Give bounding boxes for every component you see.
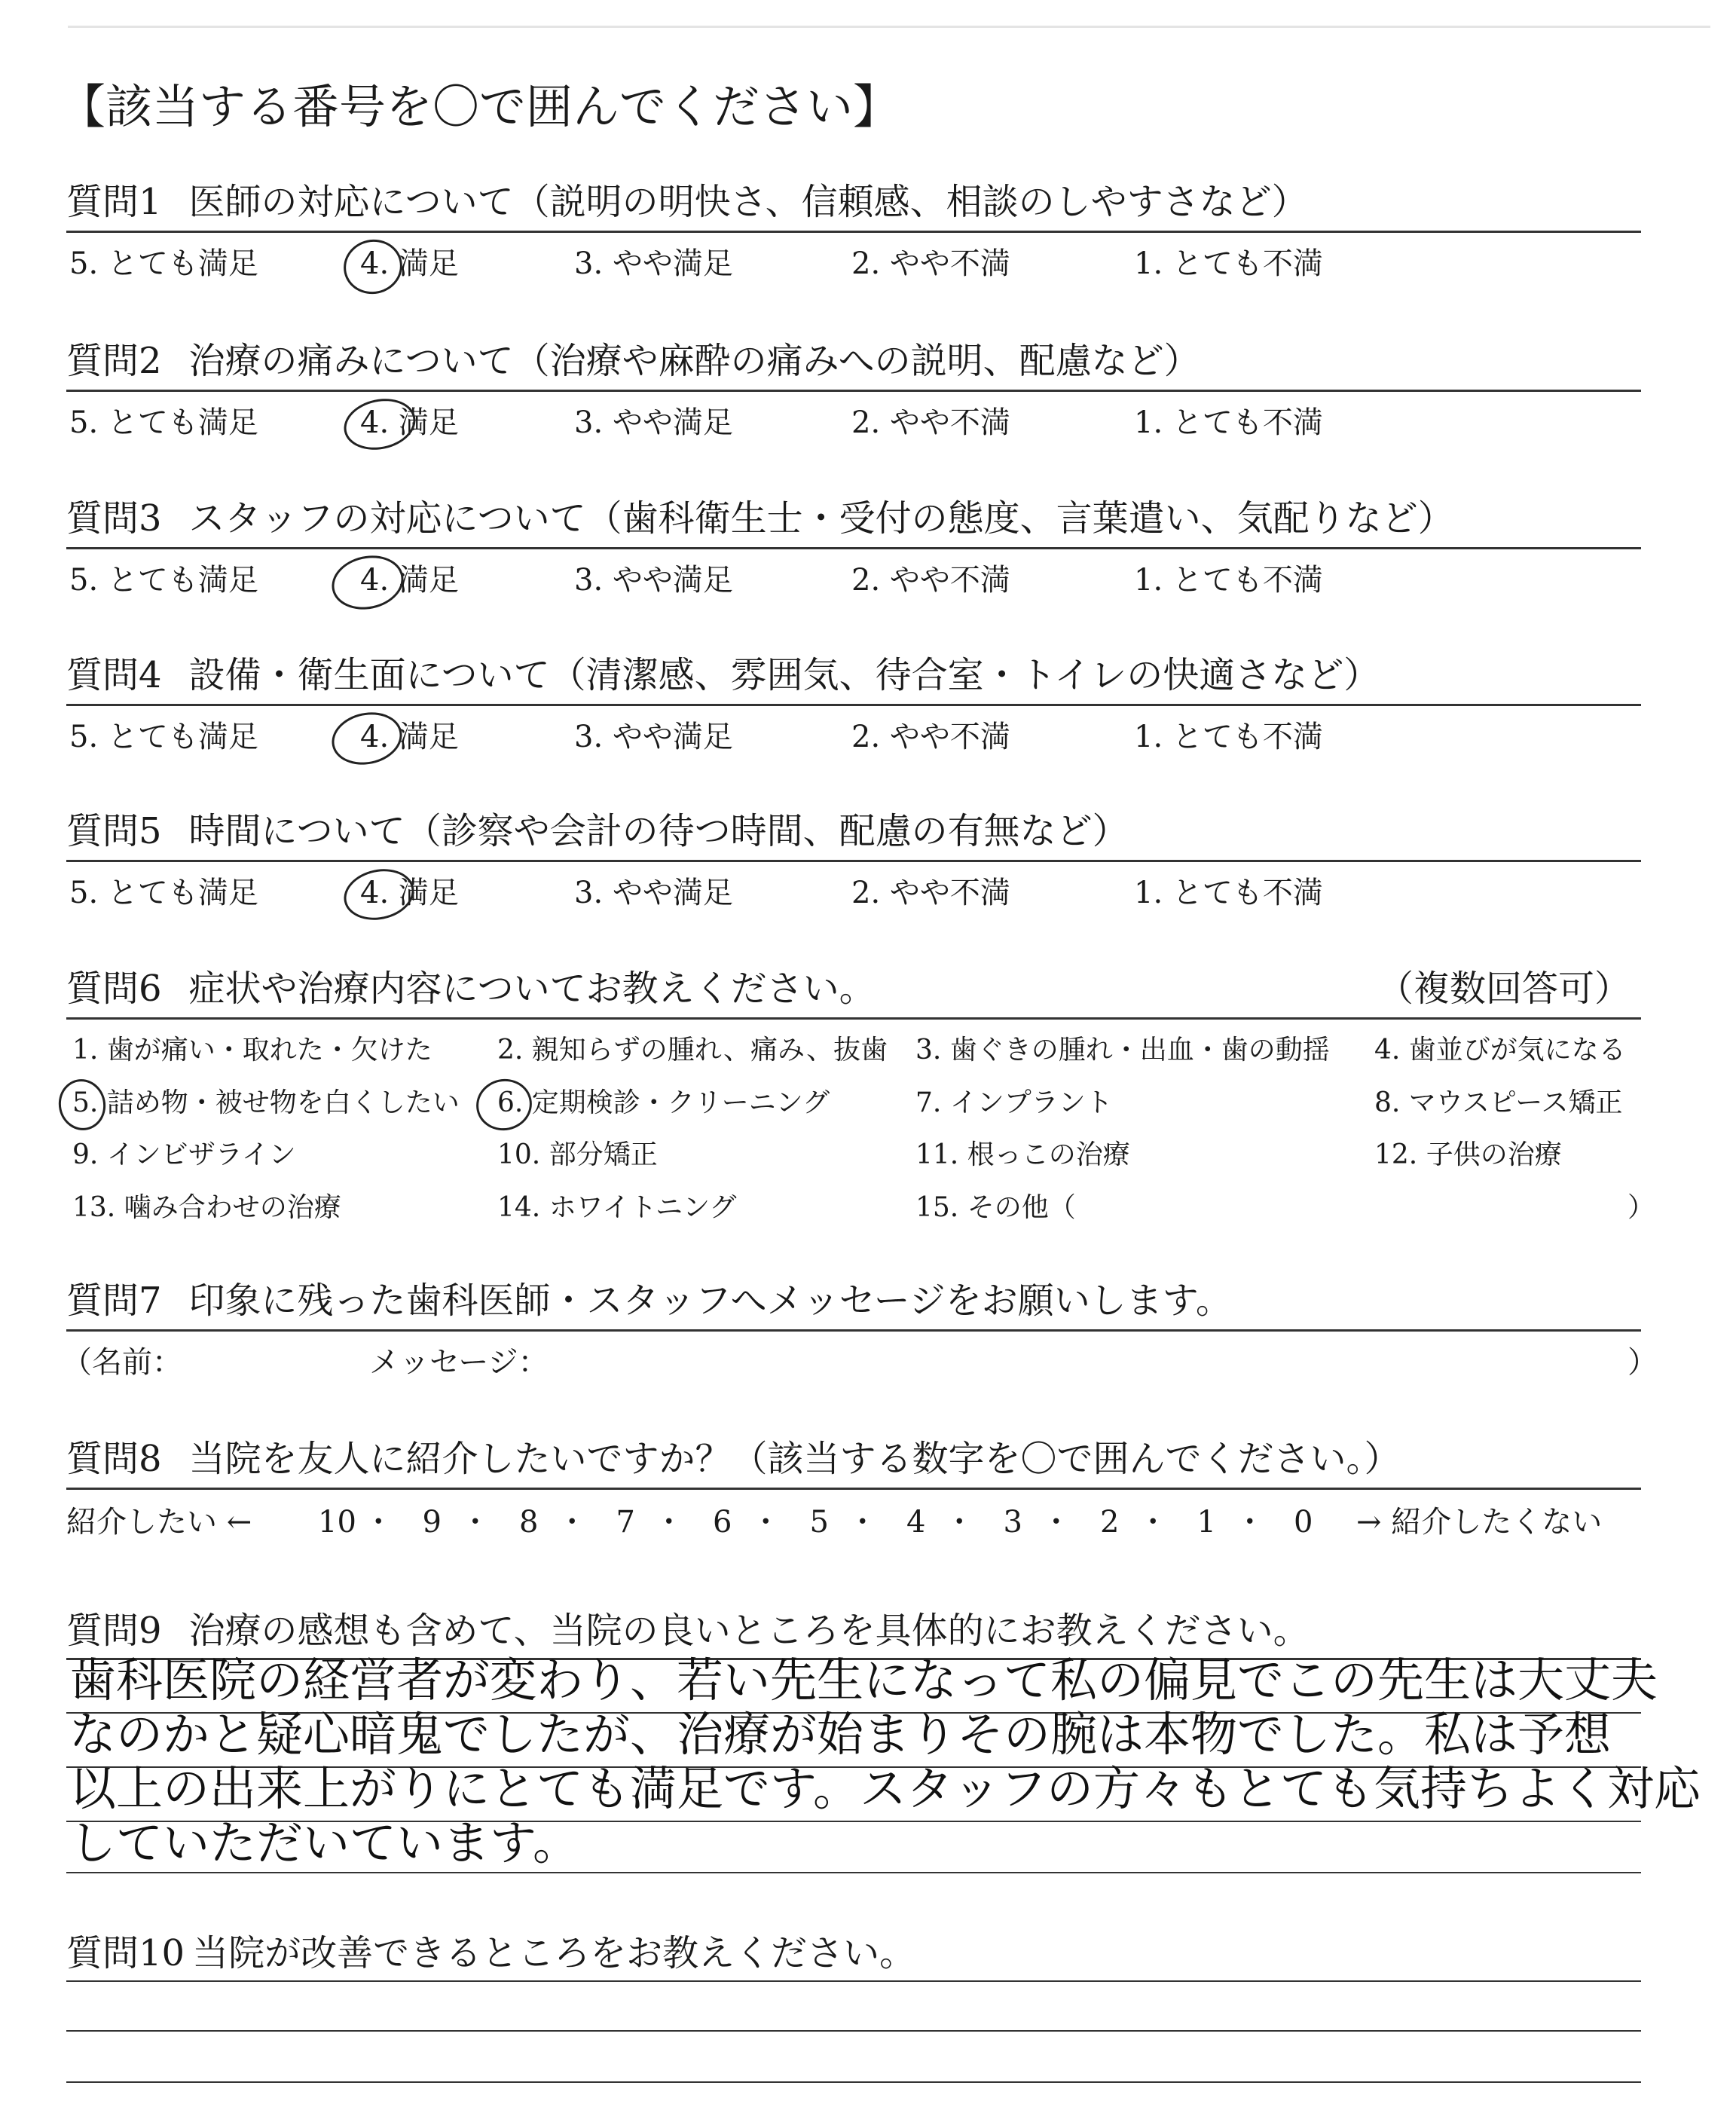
q1-option-4[interactable]: 4. 満足 <box>360 246 459 281</box>
q5-option-2[interactable]: 2. やや不満 <box>851 876 1010 910</box>
scale-separator: ・ <box>557 1505 588 1540</box>
question-text: 時間について（診察や会計の待つ時間、配慮の有無など） <box>188 810 1129 852</box>
q3-option-2[interactable]: 2. やや不満 <box>851 563 1010 598</box>
q3-option-1[interactable]: 1. とても不満 <box>1134 563 1323 598</box>
message-label: メッセージ： <box>369 1345 549 1380</box>
handwritten-answer-line: なのかと疑心暗鬼でしたが、治療が始まりその腕は本物でした。私は予想 <box>69 1707 1612 1762</box>
q5-option-5[interactable]: 5. とても満足 <box>69 876 258 910</box>
q4-option-1[interactable]: 1. とても不満 <box>1134 720 1323 754</box>
divider <box>66 1017 1641 1020</box>
question-text: 当院を友人に紹介したいですか？（該当する数字を〇で囲んでください。） <box>188 1438 1401 1480</box>
q6-option-1[interactable]: 1. 歯が痛い・取れた・欠けた <box>72 1035 432 1066</box>
scale-number-2[interactable]: 2 <box>1100 1505 1120 1540</box>
question-text: スタッフの対応について（歯科衛生士・受付の態度、言葉遣い、気配りなど） <box>188 497 1454 540</box>
q6-option-3[interactable]: 3. 歯ぐきの腫れ・出血・歯の動揺 <box>915 1035 1330 1066</box>
question-number: 質問2 <box>66 340 162 382</box>
q5-option-4[interactable]: 4. 満足 <box>360 876 459 910</box>
question-7 <box>66 1274 1232 1328</box>
question-text: 症状や治療内容についてお教えください。 <box>188 968 876 1010</box>
scale-number-3[interactable]: 3 <box>1003 1505 1022 1540</box>
q2-option-5[interactable]: 5. とても満足 <box>69 405 258 440</box>
divider <box>66 390 1641 392</box>
divider <box>66 231 1641 233</box>
q4-option-2[interactable]: 2. やや不満 <box>851 720 1010 754</box>
question-text: 医師の対応について（説明の明快さ、信頼感、相談のしやすさなど） <box>188 181 1308 223</box>
question-6 <box>66 962 876 1016</box>
question-number: 質問4 <box>66 654 162 696</box>
question-text: 印象に残った歯科医師・スタッフへメッセージをお願いします。 <box>188 1280 1232 1322</box>
question-text: 当院が改善できるところをお教えください。 <box>192 1932 916 1974</box>
q1-option-5[interactable]: 5. とても満足 <box>69 246 258 281</box>
question-4 <box>66 648 1380 702</box>
q6-other-close: ） <box>1628 1192 1655 1223</box>
q6-option-12[interactable]: 12. 子供の治療 <box>1374 1139 1562 1170</box>
scale-separator: ・ <box>460 1505 491 1540</box>
scale-number-0[interactable]: 0 <box>1294 1505 1313 1540</box>
q6-option-14[interactable]: 14. ホワイトニング <box>497 1192 737 1223</box>
multiple-answers-note: （複数回答可） <box>1377 968 1631 1010</box>
question-number: 質問6 <box>66 968 162 1010</box>
recommend-left-label: 紹介したい ← <box>66 1505 252 1540</box>
form-instruction: 【該当する番号を〇で囲んでください】 <box>59 79 900 134</box>
question-number: 質問3 <box>66 497 162 540</box>
scale-separator: ・ <box>653 1505 684 1540</box>
question-number: 質問8 <box>66 1438 162 1480</box>
page-top-edge <box>68 26 1710 28</box>
q6-option-2[interactable]: 2. 親知らずの腫れ、痛み、抜歯 <box>497 1035 888 1066</box>
q3-option-5[interactable]: 5. とても満足 <box>69 563 258 598</box>
question-5 <box>66 804 1129 858</box>
handwritten-answer-line: 以上の出来上がりにとても満足です。スタッフの方々もとても気持ちよく対応 <box>69 1761 1701 1816</box>
question-text: 治療の感想も含めて、当院の良いところを具体的にお教えください。 <box>188 1610 1310 1652</box>
q4-option-3[interactable]: 3. やや満足 <box>574 720 733 754</box>
scale-separator: ・ <box>944 1505 975 1540</box>
message-close-paren: ） <box>1628 1345 1658 1380</box>
scale-separator: ・ <box>1138 1505 1169 1540</box>
answer-line[interactable] <box>66 2030 1641 2032</box>
q6-option-15[interactable]: 15. その他（ <box>915 1192 1076 1223</box>
q3-option-3[interactable]: 3. やや満足 <box>574 563 733 598</box>
scale-separator: ・ <box>750 1505 781 1540</box>
question-1 <box>66 175 1308 229</box>
name-field[interactable] <box>249 1343 347 1384</box>
question-number: 質問7 <box>66 1280 162 1322</box>
q4-option-5[interactable]: 5. とても満足 <box>69 720 258 754</box>
scale-number-7[interactable]: 7 <box>616 1505 635 1540</box>
name-label: （名前： <box>62 1345 182 1380</box>
q6-option-9[interactable]: 9. インビザライン <box>72 1139 296 1170</box>
q2-option-3[interactable]: 3. やや満足 <box>574 405 733 440</box>
q6-option-4[interactable]: 4. 歯並びが気になる <box>1374 1035 1626 1066</box>
scale-number-9[interactable]: 9 <box>422 1505 442 1540</box>
question-text: 治療の痛みについて（治療や麻酔の痛みへの説明、配慮など） <box>188 340 1200 382</box>
question-number: 質問9 <box>66 1610 162 1652</box>
scale-number-6[interactable]: 6 <box>713 1505 732 1540</box>
q4-option-4[interactable]: 4. 満足 <box>360 720 459 754</box>
divider <box>66 1329 1641 1332</box>
recommend-right-label: → 紹介したくない <box>1356 1505 1603 1540</box>
question-8 <box>66 1432 1401 1486</box>
question-3 <box>66 491 1454 546</box>
scale-number-5[interactable]: 5 <box>809 1505 829 1540</box>
question-10 <box>66 1926 915 1980</box>
q5-option-3[interactable]: 3. やや満足 <box>574 876 733 910</box>
question-number: 質問1 <box>66 181 162 223</box>
question-2 <box>66 334 1200 388</box>
answer-line <box>66 1872 1641 1873</box>
answer-line[interactable] <box>66 1980 1641 1982</box>
divider <box>66 547 1641 549</box>
handwritten-answer-line: 歯科医院の経営者が変わり、若い先生になって私の偏見でこの先生は大丈夫 <box>69 1653 1658 1708</box>
scale-separator: ・ <box>847 1505 878 1540</box>
question-number: 質問5 <box>66 810 162 852</box>
scale-separator: ・ <box>1041 1505 1071 1540</box>
divider <box>66 1488 1641 1490</box>
q5-option-1[interactable]: 1. とても不満 <box>1134 876 1323 910</box>
scale-separator: ・ <box>1234 1505 1265 1540</box>
q6-option-10[interactable]: 10. 部分矯正 <box>497 1139 658 1170</box>
q6-option-8[interactable]: 8. マウスピース矯正 <box>1374 1087 1623 1118</box>
divider <box>66 860 1641 862</box>
message-field[interactable] <box>573 1343 1612 1384</box>
q2-option-2[interactable]: 2. やや不満 <box>851 405 1010 440</box>
scale-number-10[interactable]: 10 <box>318 1505 356 1540</box>
q3-option-4[interactable]: 4. 満足 <box>360 563 459 598</box>
scale-separator: ・ <box>363 1505 394 1540</box>
answer-line[interactable] <box>66 2081 1641 2083</box>
q1-option-1[interactable]: 1. とても不満 <box>1134 246 1323 281</box>
question-text: 設備・衛生面について（清潔感、雰囲気、待合室・トイレの快適さなど） <box>188 654 1380 696</box>
q6-option-13[interactable]: 13. 噛み合わせの治療 <box>72 1192 341 1223</box>
divider <box>66 704 1641 706</box>
scale-number-4[interactable]: 4 <box>906 1505 926 1540</box>
q6-option-5[interactable]: 5. 詰め物・被せ物を白くしたい <box>72 1087 460 1118</box>
q1-option-2[interactable]: 2. やや不満 <box>851 246 1010 281</box>
q2-option-4[interactable]: 4. 満足 <box>360 405 459 440</box>
question-number: 質問10 <box>66 1932 185 1974</box>
scale-number-8[interactable]: 8 <box>519 1505 539 1540</box>
handwritten-answer-line: していただいています。 <box>69 1815 580 1870</box>
q2-option-1[interactable]: 1. とても不満 <box>1134 405 1323 440</box>
scale-number-1[interactable]: 1 <box>1197 1505 1216 1540</box>
q1-option-3[interactable]: 3. やや満足 <box>574 246 733 281</box>
q6-option-7[interactable]: 7. インプラント <box>915 1087 1113 1118</box>
q6-option-6[interactable]: 6. 定期検診・クリーニング <box>497 1087 830 1118</box>
q6-option-11[interactable]: 11. 根っこの治療 <box>915 1139 1130 1170</box>
